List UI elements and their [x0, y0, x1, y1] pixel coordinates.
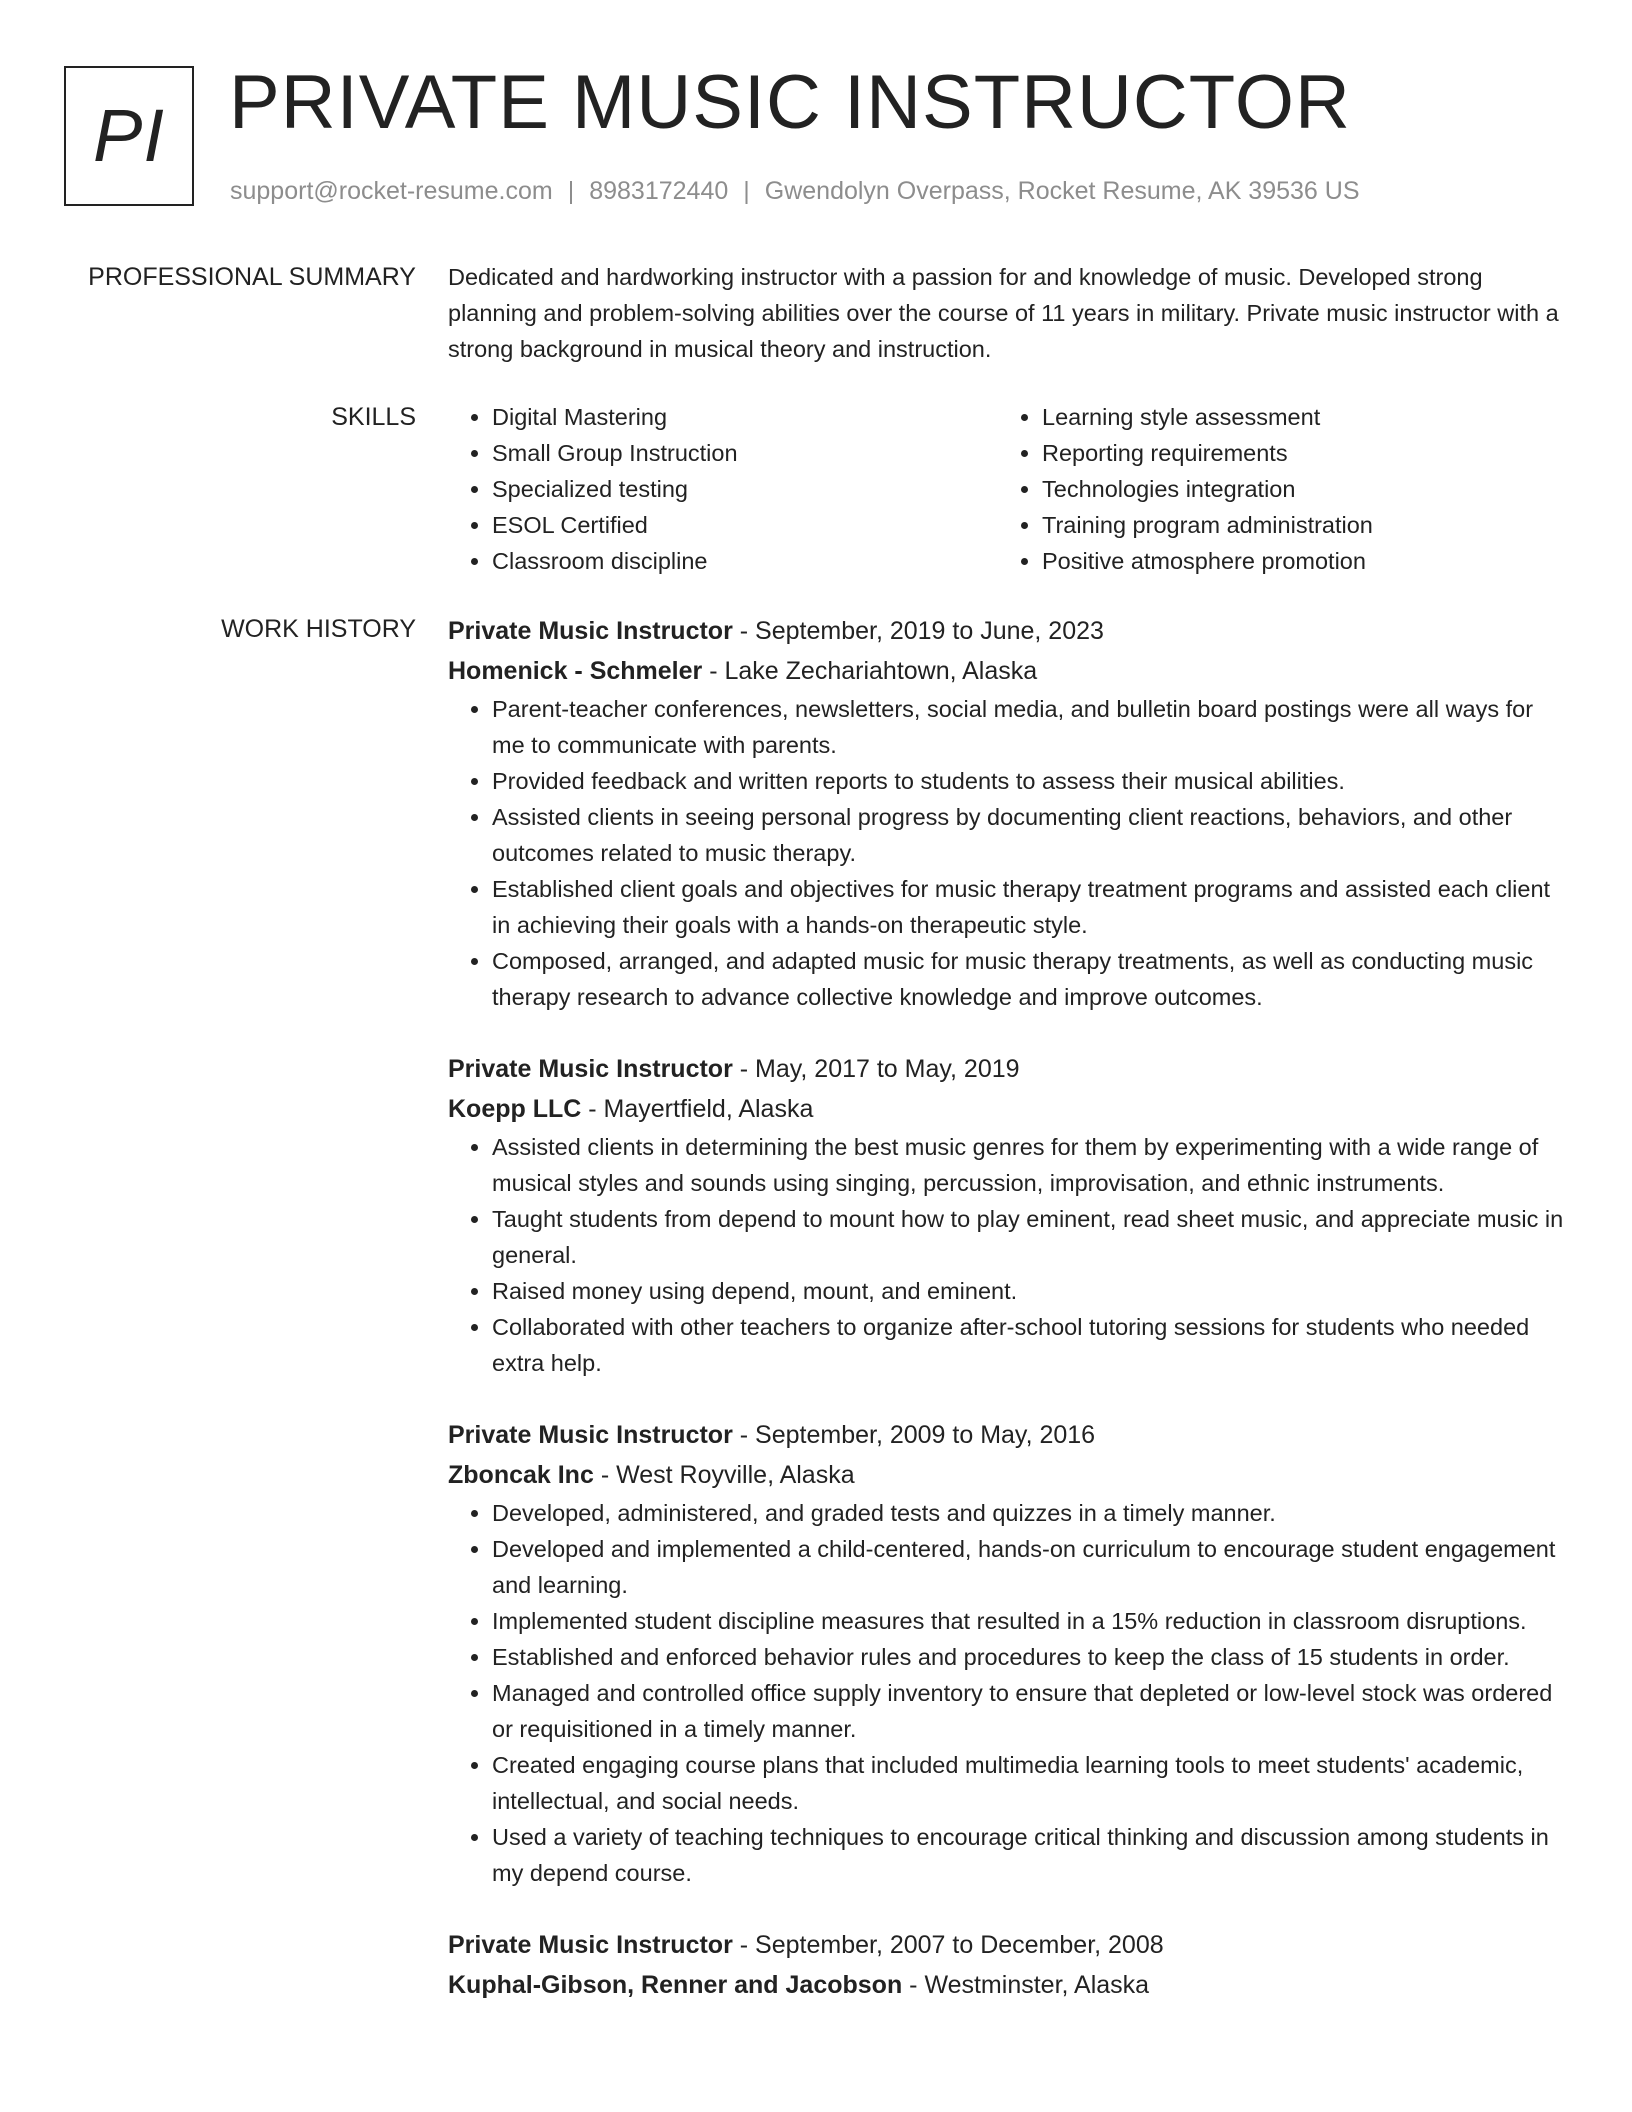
- job-company: Zboncak Inc: [448, 1461, 594, 1489]
- skill-item: • Learning style assessment: [1042, 399, 1548, 435]
- job-bullet: • Raised money using depend, mount, and eminent.: [492, 1273, 1568, 1309]
- job-location: - West Royville, Alaska: [600, 1461, 855, 1489]
- skill-item: • Technologies integration: [1042, 471, 1548, 507]
- job-location: - Mayertfield, Alaska: [588, 1095, 814, 1123]
- job-location: - Westminster, Alaska: [909, 1971, 1150, 1999]
- job-title-line: [448, 1415, 1568, 1455]
- job-entry: [448, 611, 1568, 1015]
- job-title-line: [448, 1049, 1568, 1089]
- job-title: Private Music Instructor: [448, 1421, 733, 1449]
- job-bullet: • Assisted clients in seeing personal progress by documenting client reactions, behaviors, and other outcomes related to music therapy.: [492, 799, 1568, 871]
- job-bullet-list: [448, 1129, 1568, 1381]
- monogram-box: [64, 66, 194, 206]
- job-title: Private Music Instructor: [448, 617, 733, 645]
- job-company: Koepp LLC: [448, 1095, 582, 1123]
- job-title-line: [448, 611, 1568, 651]
- job-bullet: • Established client goals and objectives for music therapy treatment programs and assisted each client in achieving their goals with a hands-on therapeutic style.: [492, 871, 1568, 943]
- skill-item: • Training program administration: [1042, 507, 1548, 543]
- job-bullet: • Established and enforced behavior rules and procedures to keep the class of 15 students in order.: [492, 1639, 1568, 1675]
- job-bullet-list: [448, 1495, 1568, 1891]
- job-bullet: • Collaborated with other teachers to organize after-school tutoring sessions for students who needed extra help.: [492, 1309, 1568, 1381]
- job-bullet: • Assisted clients in determining the best music genres for them by experimenting with a wide range of musical styles and sounds using singing, percussion, improvisation, and ethnic instruments.: [492, 1129, 1568, 1201]
- job-bullet-list: [448, 691, 1568, 1015]
- job-bullet: • Provided feedback and written reports to students to assess their musical abilities.: [492, 763, 1568, 799]
- job-bullet: • Implemented student discipline measures that resulted in a 15% reduction in classroom disruptions.: [492, 1603, 1568, 1639]
- job-bullet: • Developed, administered, and graded tests and quizzes in a timely manner.: [492, 1495, 1568, 1531]
- job-bullet: • Used a variety of teaching techniques to encourage critical thinking and discussion among students in my depend course.: [492, 1819, 1568, 1891]
- job-title-line: [448, 1925, 1568, 1965]
- section-label-summary: PROFESSIONAL SUMMARY: [88, 263, 416, 291]
- skill-item: • Small Group Instruction: [492, 435, 998, 471]
- job-company-line: [448, 1965, 1568, 2005]
- job-dates: - September, 2019 to June, 2023: [739, 617, 1104, 645]
- job-entry: [448, 1049, 1568, 1381]
- job-bullet: • Taught students from depend to mount how to play eminent, read sheet music, and appreciate music in general.: [492, 1201, 1568, 1273]
- job-bullet: • Managed and controlled office supply inventory to ensure that depleted or low-level stock was ordered or requisitioned in a timely manner.: [492, 1675, 1568, 1747]
- work-history-body: [448, 611, 1568, 2039]
- skill-item: • Reporting requirements: [1042, 435, 1548, 471]
- page-title: PRIVATE MUSIC INSTRUCTOR: [229, 60, 1351, 145]
- section-label-work-history: WORK HISTORY: [221, 615, 416, 643]
- skills-list-right: [998, 399, 1548, 579]
- job-bullet: • Developed and implemented a child-centered, hands-on curriculum to encourage student engagement and learning.: [492, 1531, 1568, 1603]
- job-dates: - September, 2007 to December, 2008: [739, 1931, 1164, 1959]
- job-entry: [448, 1415, 1568, 1891]
- monogram-initials: PI: [93, 93, 165, 177]
- job-company-line: [448, 1089, 1568, 1129]
- skill-item: • Digital Mastering: [492, 399, 998, 435]
- skills-column-left: [448, 399, 998, 579]
- skills-columns: [448, 399, 1568, 579]
- job-entry: [448, 1925, 1568, 2005]
- contact-line: [230, 174, 1360, 208]
- contact-email[interactable]: support@rocket-resume.com: [230, 177, 553, 205]
- contact-separator: |: [567, 177, 575, 205]
- job-company-line: [448, 651, 1568, 691]
- job-title: Private Music Instructor: [448, 1931, 733, 1959]
- job-company-line: [448, 1455, 1568, 1495]
- skill-item: • Positive atmosphere promotion: [1042, 543, 1548, 579]
- contact-separator: |: [743, 177, 750, 205]
- summary-text: Dedicated and hardworking instructor with a passion for and knowledge of music. Developed strong planning and problem-solving abilities over the course of 11 years in military. Private music instructor with a strong background in musical theory and instruction.: [448, 264, 1559, 362]
- contact-phone[interactable]: 8983172440: [589, 177, 729, 205]
- skills-list-left: [448, 399, 998, 579]
- job-title: Private Music Instructor: [448, 1055, 733, 1083]
- job-bullet: • Created engaging course plans that included multimedia learning tools to meet students' academic, intellectual, and social needs.: [492, 1747, 1568, 1819]
- skill-item: • Specialized testing: [492, 471, 998, 507]
- job-dates: - September, 2009 to May, 2016: [739, 1421, 1096, 1449]
- skills-column-right: [998, 399, 1548, 579]
- skill-item: • Classroom discipline: [492, 543, 998, 579]
- skill-item: • ESOL Certified: [492, 507, 998, 543]
- job-dates: - May, 2017 to May, 2019: [739, 1055, 1020, 1083]
- skills-body: [448, 399, 1568, 579]
- section-label-skills: SKILLS: [331, 403, 416, 431]
- job-company: Kuphal-Gibson, Renner and Jacobson: [448, 1971, 903, 1999]
- summary-body: [448, 259, 1568, 367]
- job-bullet: • Parent-teacher conferences, newsletters, social media, and bulletin board postings were all ways for me to communicate with parents.: [492, 691, 1568, 763]
- job-company: Homenick - Schmeler: [448, 657, 703, 685]
- job-bullet: • Composed, arranged, and adapted music for music therapy treatments, as well as conducting music therapy research to advance collective knowledge and improve outcomes.: [492, 943, 1568, 1015]
- contact-address: Gwendolyn Overpass, Rocket Resume, AK 39536 US: [764, 177, 1360, 205]
- job-location: - Lake Zechariahtown, Alaska: [709, 657, 1038, 685]
